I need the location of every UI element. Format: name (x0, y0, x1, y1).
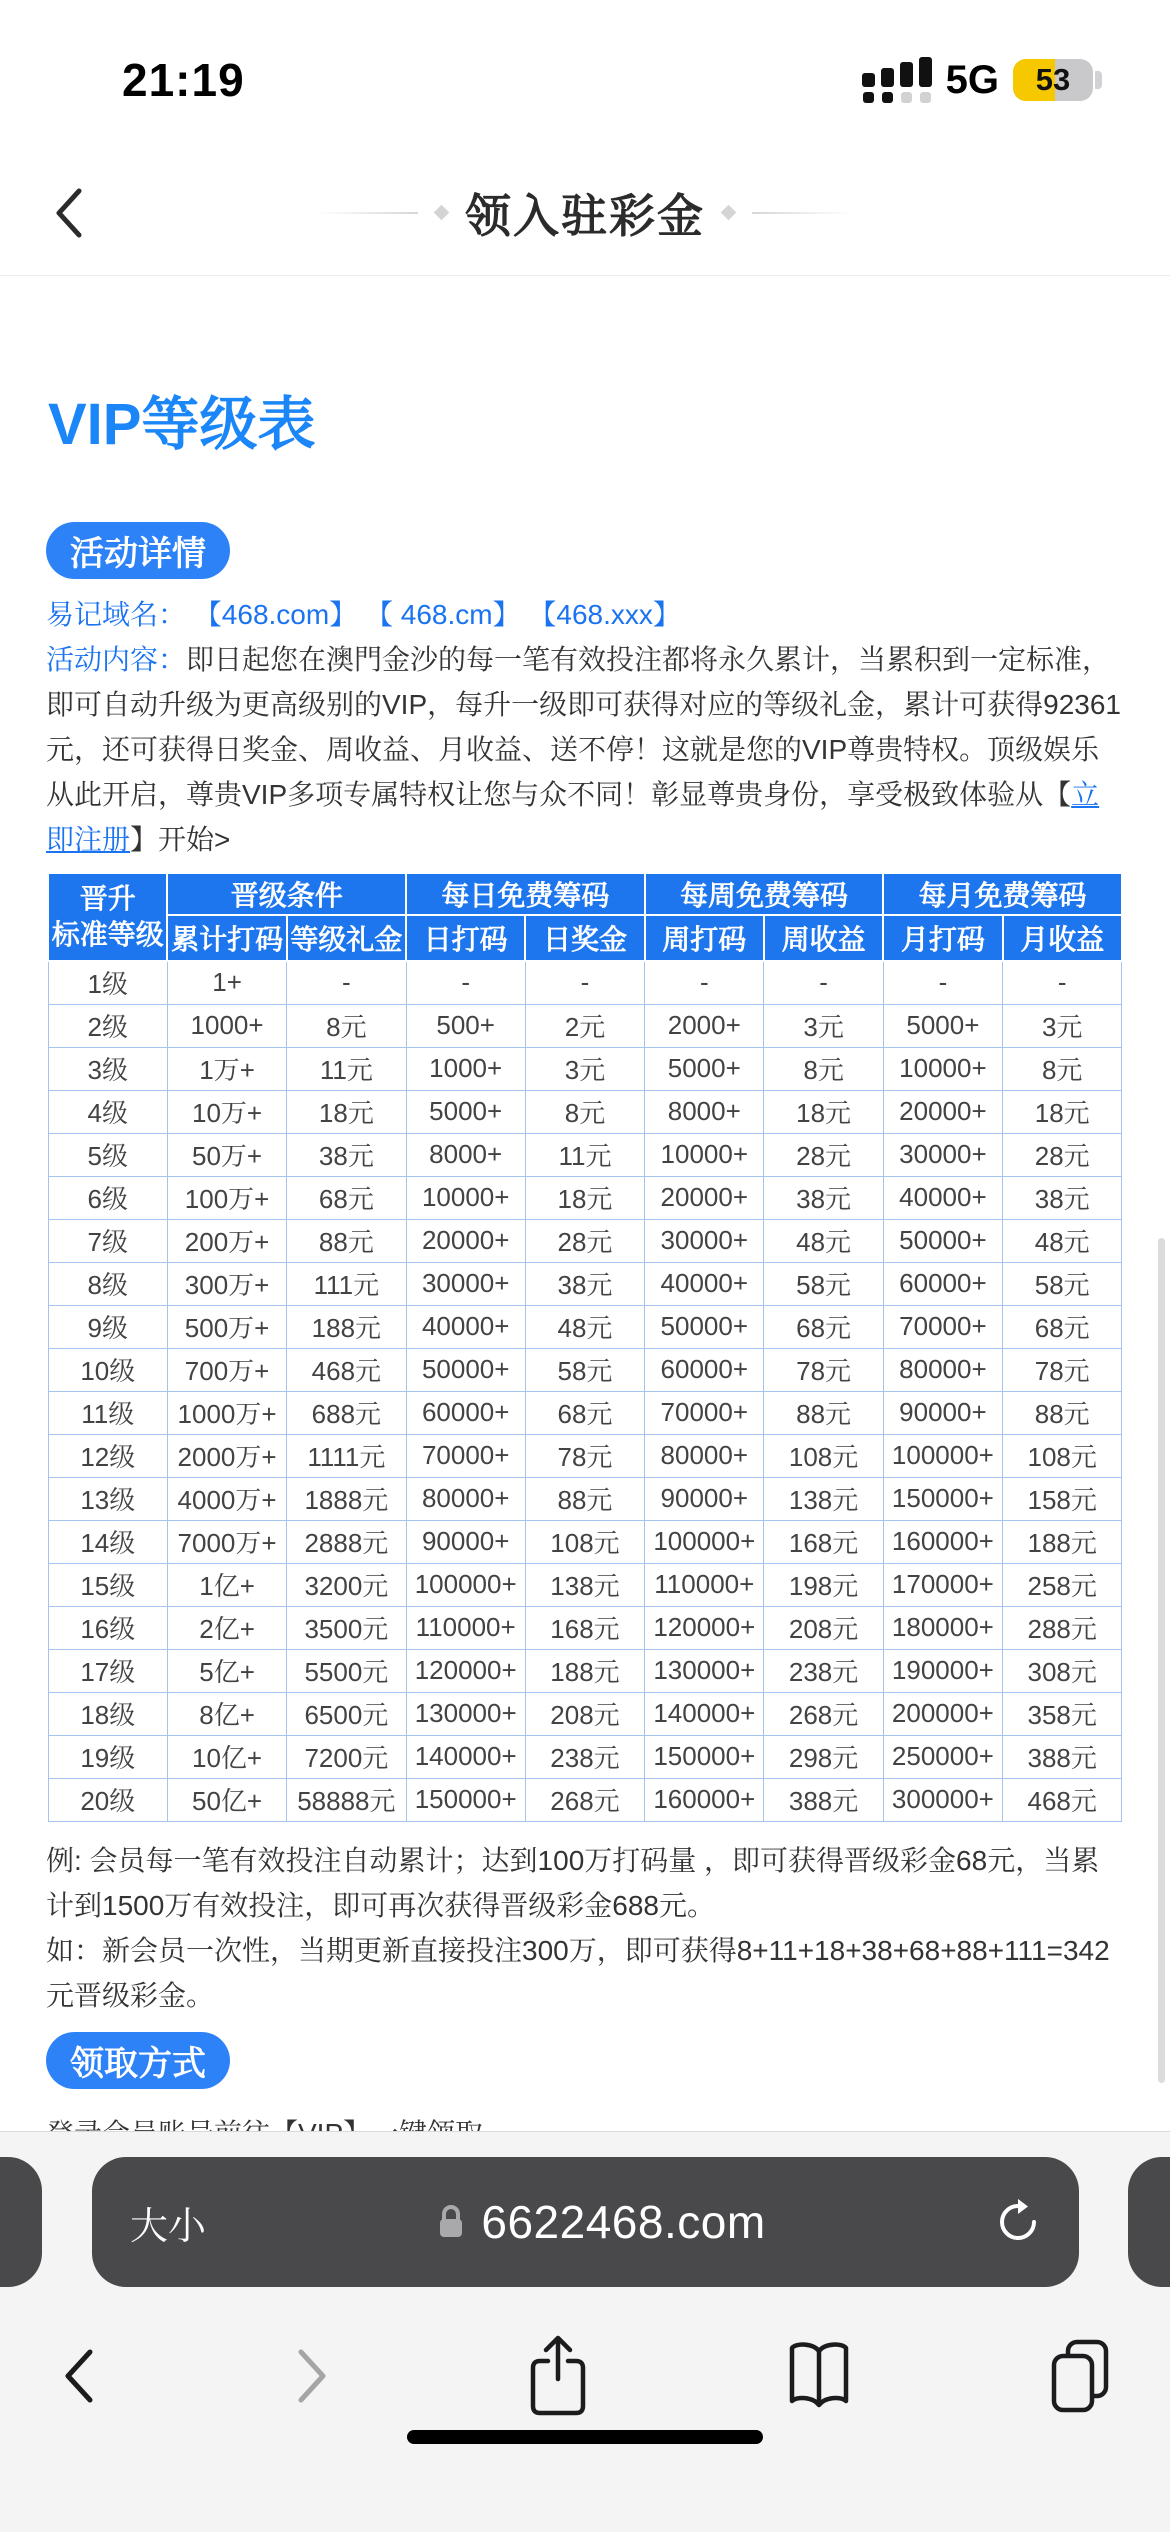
table-cell: 40000+ (645, 1262, 764, 1305)
table-cell: 48元 (525, 1305, 644, 1348)
table-cell: 190000+ (883, 1649, 1002, 1692)
table-cell: 160000+ (645, 1778, 764, 1821)
table-cell: 1000万+ (167, 1391, 286, 1434)
table-cell: 108元 (525, 1520, 644, 1563)
table-cell: 68元 (287, 1176, 406, 1219)
table-row (48, 1133, 1122, 1176)
table-cell: 40000+ (883, 1176, 1002, 1219)
table-cell: 60000+ (645, 1348, 764, 1391)
table-cell: 7200元 (287, 1735, 406, 1778)
table-cell: 188元 (525, 1649, 644, 1692)
table-cell: - (525, 961, 644, 1004)
subheader-cell: 日奖金 (525, 915, 644, 961)
title-flourish-left (318, 212, 418, 214)
address-bar[interactable] (92, 2157, 1079, 2287)
battery-icon (1013, 59, 1102, 101)
title-diamond-left (434, 205, 450, 221)
table-cell: 88元 (525, 1477, 644, 1520)
table-cell: 200万+ (167, 1219, 286, 1262)
table-cell: 2级 (48, 1004, 167, 1047)
table-cell: 18级 (48, 1692, 167, 1735)
table-cell: 500+ (406, 1004, 525, 1047)
table-cell: 18元 (764, 1090, 883, 1133)
subheader-cell: 周收益 (764, 915, 883, 961)
table-row (48, 1391, 1122, 1434)
table-cell: 5000+ (645, 1047, 764, 1090)
address-bar-row (0, 2132, 1170, 2317)
table-cell: 500万+ (167, 1305, 286, 1348)
status-time: 21:19 (122, 54, 245, 106)
table-cell: 14级 (48, 1520, 167, 1563)
table-cell: 4000万+ (167, 1477, 286, 1520)
browser-back-button[interactable] (58, 2344, 98, 2408)
bookmarks-button[interactable] (784, 2339, 854, 2413)
table-cell: - (764, 961, 883, 1004)
table-cell: 8元 (287, 1004, 406, 1047)
table-cell: 58888元 (287, 1778, 406, 1821)
table-cell: 30000+ (645, 1219, 764, 1262)
back-chevron-button[interactable] (38, 183, 98, 243)
table-cell: 7级 (48, 1219, 167, 1262)
table-cell: 58元 (764, 1262, 883, 1305)
lock-icon (435, 2202, 467, 2242)
table-cell: 130000+ (645, 1649, 764, 1692)
table-cell: 50万+ (167, 1133, 286, 1176)
table-cell: 78元 (764, 1348, 883, 1391)
table-cell: 38元 (1003, 1176, 1122, 1219)
table-cell: 5000+ (883, 1004, 1002, 1047)
table-cell: 18元 (1003, 1090, 1122, 1133)
title-flourish-right (752, 212, 852, 214)
table-cell: 5级 (48, 1133, 167, 1176)
table-cell: 300000+ (883, 1778, 1002, 1821)
domain-link-1[interactable]: 【468.com】 (193, 599, 358, 630)
table-cell: 140000+ (645, 1692, 764, 1735)
table-cell: 70000+ (645, 1391, 764, 1434)
table-cell: 16级 (48, 1606, 167, 1649)
table-cell: 20000+ (883, 1090, 1002, 1133)
table-cell: 1888元 (287, 1477, 406, 1520)
table-cell: 100000+ (645, 1520, 764, 1563)
vip-table-body (48, 961, 1122, 1821)
table-cell: 110000+ (645, 1563, 764, 1606)
subheader-cell: 累计打码 (167, 915, 286, 961)
table-cell: 388元 (1003, 1735, 1122, 1778)
table-row (48, 1219, 1122, 1262)
table-cell: 120000+ (645, 1606, 764, 1649)
table-cell: 20000+ (645, 1176, 764, 1219)
table-cell: 110000+ (406, 1606, 525, 1649)
table-cell: 11级 (48, 1391, 167, 1434)
table-cell: 12级 (48, 1434, 167, 1477)
table-cell: - (645, 961, 764, 1004)
corner-line2: 标准等级 (51, 919, 164, 950)
table-cell: 138元 (764, 1477, 883, 1520)
content-label: 活动内容： (46, 644, 187, 675)
table-cell: 38元 (525, 1262, 644, 1305)
tabs-icon (1048, 2338, 1112, 2414)
table-cell: 50000+ (883, 1219, 1002, 1262)
table-cell: 2888元 (287, 1520, 406, 1563)
corner-line1: 晋升 (79, 883, 136, 914)
page-scrollbar[interactable] (1158, 1238, 1165, 2083)
table-cell: 15级 (48, 1563, 167, 1606)
table-cell: 8元 (1003, 1047, 1122, 1090)
table-row (48, 1477, 1122, 1520)
table-cell: 3元 (525, 1047, 644, 1090)
url-text: 6622468.com (481, 2196, 766, 2248)
table-cell: 188元 (1003, 1520, 1122, 1563)
table-cell: 1亿+ (167, 1563, 286, 1606)
table-cell: 150000+ (406, 1778, 525, 1821)
table-row (48, 1735, 1122, 1778)
table-cell: 4级 (48, 1090, 167, 1133)
table-cell: 88元 (1003, 1391, 1122, 1434)
table-cell: 688元 (287, 1391, 406, 1434)
table-cell: 18元 (525, 1176, 644, 1219)
table-cell: 38元 (764, 1176, 883, 1219)
table-cell: 50亿+ (167, 1778, 286, 1821)
browser-back-icon (58, 2344, 98, 2408)
table-cell: 3级 (48, 1047, 167, 1090)
subheader-cell: 日打码 (406, 915, 525, 961)
table-cell: 238元 (764, 1649, 883, 1692)
activity-content-paragraph (46, 637, 1124, 862)
table-cell: 88元 (287, 1219, 406, 1262)
table-cell: 1万+ (167, 1047, 286, 1090)
table-cell: 140000+ (406, 1735, 525, 1778)
header-group-monthly: 每月免费筹码 (883, 873, 1122, 915)
page-title: VIP等级表 (48, 392, 316, 457)
domain-label: 易记域名： (46, 599, 187, 630)
page-content (0, 394, 1170, 2156)
table-cell: 1000+ (167, 1004, 286, 1047)
table-cell: 30000+ (883, 1133, 1002, 1176)
status-icons (862, 57, 1102, 103)
table-cell: 180000+ (883, 1606, 1002, 1649)
tabs-button[interactable] (1048, 2338, 1112, 2414)
table-cell: - (883, 961, 1002, 1004)
table-cell: 150000+ (883, 1477, 1002, 1520)
table-cell: 8元 (764, 1047, 883, 1090)
table-cell: 19级 (48, 1735, 167, 1778)
table-cell: 100000+ (883, 1434, 1002, 1477)
reload-button[interactable] (995, 2199, 1041, 2245)
network-type-label: 5G (945, 57, 999, 102)
table-row (48, 961, 1122, 1004)
table-cell: 1级 (48, 961, 167, 1004)
home-indicator (407, 2430, 763, 2444)
table-row (48, 1434, 1122, 1477)
domain-link-2[interactable]: 【 468.cm】 (364, 599, 521, 630)
table-cell: 8000+ (645, 1090, 764, 1133)
back-chevron-icon (51, 185, 85, 241)
header-group-weekly: 每周免费筹码 (645, 873, 884, 915)
table-cell: 111元 (287, 1262, 406, 1305)
table-cell: 1000+ (406, 1047, 525, 1090)
table-cell: 268元 (764, 1692, 883, 1735)
subheader-cell: 月打码 (883, 915, 1002, 961)
content-text: 即日起您在澳門金沙的每一笔有效投注都将永久累计，当累积到一定标准，即可自动升级为更高级别的VIP，每升一级即可获得对应的等级礼金，累计可获得92361元，还可获得日奖金、周收益、月收益、送不停！这就是您的VIP尊贵特权。顶级娱乐从此开启，尊贵VIP多项专属特权让您与众不同！彰显尊贵身份，享受极致体验从 (46, 644, 1121, 810)
table-cell: 288元 (1003, 1606, 1122, 1649)
table-cell: 40000+ (406, 1305, 525, 1348)
table-cell: 28元 (525, 1219, 644, 1262)
domain-link-3[interactable]: 【468.xxx】 (528, 599, 681, 630)
table-cell: 30000+ (406, 1262, 525, 1305)
example-line1: 例: 会员每一笔有效投注自动累计；达到100万打码量 ，即可获得晋级彩金68元，当累计到1500万有效投注，即可再次获得晋级彩金688元。 (46, 1844, 1100, 1921)
table-cell: 170000+ (883, 1563, 1002, 1606)
table-cell: 468元 (287, 1348, 406, 1391)
title-diamond-right (721, 205, 737, 221)
table-cell: 8元 (525, 1090, 644, 1133)
table-cell: 10亿+ (167, 1735, 286, 1778)
page-header-title: 领入驻彩金 (465, 189, 705, 242)
table-cell: 48元 (1003, 1219, 1122, 1262)
table-cell: 20级 (48, 1778, 167, 1821)
table-cell: 68元 (764, 1305, 883, 1348)
table-cell: 200000+ (883, 1692, 1002, 1735)
table-cell: 10000+ (406, 1176, 525, 1219)
table-cell: 150000+ (645, 1735, 764, 1778)
table-row (48, 1262, 1122, 1305)
table-cell: 3元 (1003, 1004, 1122, 1047)
table-cell: 188元 (287, 1305, 406, 1348)
reload-icon (995, 2199, 1041, 2245)
subheader-cell: 等级礼金 (287, 915, 406, 961)
table-cell: 2000万+ (167, 1434, 286, 1477)
table-cell: 198元 (764, 1563, 883, 1606)
table-cell: 90000+ (645, 1477, 764, 1520)
table-cell: 468元 (1003, 1778, 1122, 1821)
table-cell: 268元 (525, 1778, 644, 1821)
table-cell: 300万+ (167, 1262, 286, 1305)
table-cell: 58元 (1003, 1262, 1122, 1305)
table-cell: 6级 (48, 1176, 167, 1219)
table-cell: 130000+ (406, 1692, 525, 1735)
browser-forward-button[interactable] (293, 2344, 333, 2408)
table-cell: 1+ (167, 961, 286, 1004)
table-cell: 6500元 (287, 1692, 406, 1735)
subheader-cell: 周打码 (645, 915, 764, 961)
table-cell: - (1003, 961, 1122, 1004)
table-cell: 3元 (764, 1004, 883, 1047)
table-cell: 138元 (525, 1563, 644, 1606)
table-cell: 168元 (525, 1606, 644, 1649)
table-cell: 208元 (525, 1692, 644, 1735)
table-cell: 60000+ (883, 1262, 1002, 1305)
bookmarks-icon (784, 2339, 854, 2413)
table-cell: 78元 (1003, 1348, 1122, 1391)
table-cell: 13级 (48, 1477, 167, 1520)
table-row (48, 1004, 1122, 1047)
table-cell: 388元 (764, 1778, 883, 1821)
table-cell: 298元 (764, 1735, 883, 1778)
battery-percent: 53 (1035, 62, 1071, 97)
share-icon (527, 2335, 589, 2417)
table-cell: 50000+ (645, 1305, 764, 1348)
next-tab-peek[interactable] (1128, 2157, 1170, 2287)
table-cell: - (406, 961, 525, 1004)
table-cell: 70000+ (406, 1434, 525, 1477)
table-cell: 250000+ (883, 1735, 1002, 1778)
table-cell: 158元 (1003, 1477, 1122, 1520)
table-cell: 28元 (1003, 1133, 1122, 1176)
table-cell: 308元 (1003, 1649, 1122, 1692)
text-size-button[interactable]: 大小 (130, 2195, 206, 2250)
previous-tab-peek[interactable] (0, 2157, 42, 2287)
table-cell: 90000+ (406, 1520, 525, 1563)
claim-method-button[interactable]: 领取方式 (46, 2032, 230, 2089)
url-area (206, 2195, 995, 2249)
table-cell: 168元 (764, 1520, 883, 1563)
cellular-signal-icon (862, 57, 932, 103)
table-row (48, 1520, 1122, 1563)
table-cell: 208元 (764, 1606, 883, 1649)
table-cell: 80000+ (645, 1434, 764, 1477)
table-cell: 108元 (1003, 1434, 1122, 1477)
table-cell: 8亿+ (167, 1692, 286, 1735)
table-cell: 2亿+ (167, 1606, 286, 1649)
table-row (48, 1606, 1122, 1649)
page-nav-bar (0, 150, 1170, 276)
table-cell: 238元 (525, 1735, 644, 1778)
table-row (48, 1176, 1122, 1219)
table-cell: 10000+ (645, 1133, 764, 1176)
table-cell: 90000+ (883, 1391, 1002, 1434)
header-corner-cell (48, 873, 167, 961)
content-tail: 开始> (158, 824, 231, 855)
example-paragraph (46, 1838, 1124, 2018)
table-cell: 78元 (525, 1434, 644, 1477)
activity-detail-button[interactable]: 活动详情 (46, 522, 230, 579)
table-cell: 7000万+ (167, 1520, 286, 1563)
table-row (48, 1348, 1122, 1391)
table-cell: - (287, 961, 406, 1004)
table-cell: 18元 (287, 1090, 406, 1133)
table-row (48, 1305, 1122, 1348)
status-bar (0, 0, 1170, 150)
table-cell: 17级 (48, 1649, 167, 1692)
table-cell: 50000+ (406, 1348, 525, 1391)
header-group-daily: 每日免费筹码 (406, 873, 645, 915)
table-cell: 68元 (1003, 1305, 1122, 1348)
table-cell: 258元 (1003, 1563, 1122, 1606)
table-cell: 58元 (525, 1348, 644, 1391)
table-cell: 20000+ (406, 1219, 525, 1262)
browser-forward-icon (293, 2344, 333, 2408)
table-cell: 10级 (48, 1348, 167, 1391)
table-cell: 700万+ (167, 1348, 286, 1391)
table-cell: 108元 (764, 1434, 883, 1477)
table-row (48, 1563, 1122, 1606)
table-cell: 358元 (1003, 1692, 1122, 1735)
table-cell: 11元 (287, 1047, 406, 1090)
table-cell: 5亿+ (167, 1649, 286, 1692)
table-cell: 3500元 (287, 1606, 406, 1649)
table-cell: 9级 (48, 1305, 167, 1348)
table-cell: 3200元 (287, 1563, 406, 1606)
battery-nub (1095, 71, 1102, 89)
table-cell: 100000+ (406, 1563, 525, 1606)
table-cell: 80000+ (883, 1348, 1002, 1391)
domain-line (46, 592, 1124, 637)
table-cell: 28元 (764, 1133, 883, 1176)
table-row (48, 1778, 1122, 1821)
bracket-close: 】 (130, 824, 159, 855)
table-cell: 10万+ (167, 1090, 286, 1133)
table-cell: 5000+ (406, 1090, 525, 1133)
table-cell: 11元 (525, 1133, 644, 1176)
table-cell: 80000+ (406, 1477, 525, 1520)
table-cell: 120000+ (406, 1649, 525, 1692)
table-row (48, 1692, 1122, 1735)
example-line2: 如：新会员一次性，当期更新直接投注300万，即可获得8+11+18+38+68+88+111=342元晋级彩金。 (46, 1934, 1110, 2011)
register-link[interactable]: 立即注册 (46, 779, 1100, 855)
vip-level-table (47, 872, 1123, 1822)
table-cell: 160000+ (883, 1520, 1002, 1563)
table-cell: 2元 (525, 1004, 644, 1047)
bracket-open: 【 (1043, 779, 1072, 810)
table-cell: 38元 (287, 1133, 406, 1176)
subheader-cell: 月收益 (1003, 915, 1122, 961)
browser-chrome (0, 2131, 1170, 2532)
table-cell: 88元 (764, 1391, 883, 1434)
table-row (48, 1649, 1122, 1692)
table-cell: 2000+ (645, 1004, 764, 1047)
table-cell: 5500元 (287, 1649, 406, 1692)
table-row (48, 1090, 1122, 1133)
table-cell: 100万+ (167, 1176, 286, 1219)
table-cell: 48元 (764, 1219, 883, 1262)
table-cell: 68元 (525, 1391, 644, 1434)
table-cell: 8级 (48, 1262, 167, 1305)
vip-table-header (48, 873, 1122, 961)
share-button[interactable] (527, 2335, 589, 2417)
table-row (48, 1047, 1122, 1090)
table-cell: 60000+ (406, 1391, 525, 1434)
table-cell: 10000+ (883, 1047, 1002, 1090)
table-cell: 1111元 (287, 1434, 406, 1477)
table-cell: 70000+ (883, 1305, 1002, 1348)
table-cell: 8000+ (406, 1133, 525, 1176)
browser-toolbar (0, 2317, 1170, 2417)
header-group-upgrade: 晋级条件 (167, 873, 406, 915)
